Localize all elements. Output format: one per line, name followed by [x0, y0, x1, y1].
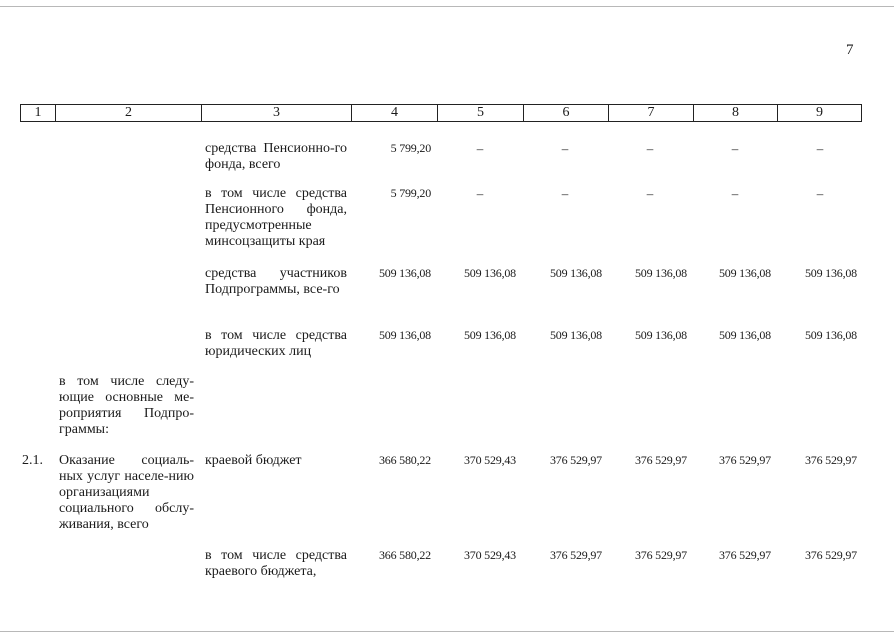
cell-value: 509 136,08	[463, 266, 516, 280]
header-col-4: 4	[352, 105, 438, 121]
row-description: в том числе средства юридических лиц	[205, 328, 347, 359]
header-col-8: 8	[694, 105, 778, 121]
cell-value: 370 529,43	[463, 453, 516, 467]
row-description: средства участников Подпрограммы, все-го	[205, 266, 347, 297]
cell-value: 509 136,08	[549, 328, 602, 342]
header-col-2: 2	[56, 105, 202, 121]
cell-value: 509 136,08	[378, 266, 431, 280]
cell-value: 376 529,97	[804, 453, 857, 467]
header-col-1: 1	[21, 105, 56, 121]
cell-value: 366 580,22	[378, 453, 431, 467]
header-col-3: 3	[202, 105, 352, 121]
cell-dash: –	[816, 186, 824, 201]
cell-value: 509 136,08	[718, 266, 771, 280]
header-col-7: 7	[609, 105, 694, 121]
cell-value: 5 799,20	[390, 186, 431, 200]
cell-dash: –	[561, 186, 569, 201]
cell-value: 509 136,08	[378, 328, 431, 342]
cell-dash: –	[816, 141, 824, 156]
scan-edge-bottom	[0, 631, 894, 632]
cell-value: 509 136,08	[634, 266, 687, 280]
cell-value: 509 136,08	[804, 266, 857, 280]
cell-value: 376 529,97	[549, 453, 602, 467]
row-description: краевой бюджет	[205, 453, 302, 468]
item-name: Оказание социаль-ных услуг населе-нию организациями социального обслу-живания, всего	[59, 453, 194, 532]
cell-dash: –	[476, 141, 484, 156]
header-col-9: 9	[816, 105, 823, 120]
row-description: в том числе средства краевого бюджета,	[205, 548, 347, 579]
scan-edge-top	[0, 6, 894, 7]
cell-value: 376 529,97	[718, 548, 771, 562]
cell-value: 509 136,08	[718, 328, 771, 342]
row-description: в том числе средства Пенсионного фонда, предусмотренные минсоцзащиты края	[205, 186, 347, 249]
cell-value: 5 799,20	[390, 141, 431, 155]
section-intro: в том числе следу-ющие основные ме-роприятия Подпро-граммы:	[59, 374, 194, 437]
cell-dash: –	[646, 141, 654, 156]
cell-value: 509 136,08	[463, 328, 516, 342]
cell-value: 376 529,97	[549, 548, 602, 562]
item-number: 2.1.	[22, 453, 43, 468]
table-header-row	[20, 104, 862, 122]
cell-value: 509 136,08	[804, 328, 857, 342]
page-number: 7	[846, 42, 854, 58]
cell-dash: –	[731, 141, 739, 156]
cell-dash: –	[646, 186, 654, 201]
cell-dash: –	[561, 141, 569, 156]
cell-value: 366 580,22	[378, 548, 431, 562]
cell-value: 376 529,97	[804, 548, 857, 562]
cell-value: 376 529,97	[634, 453, 687, 467]
cell-value: 376 529,97	[718, 453, 771, 467]
header-col-6: 6	[524, 105, 609, 121]
cell-value: 376 529,97	[634, 548, 687, 562]
cell-value: 509 136,08	[634, 328, 687, 342]
cell-dash: –	[476, 186, 484, 201]
cell-value: 370 529,43	[463, 548, 516, 562]
header-col-5: 5	[438, 105, 524, 121]
row-description: средства Пенсионно-го фонда, всего	[205, 141, 347, 172]
cell-value: 509 136,08	[549, 266, 602, 280]
cell-dash: –	[731, 186, 739, 201]
